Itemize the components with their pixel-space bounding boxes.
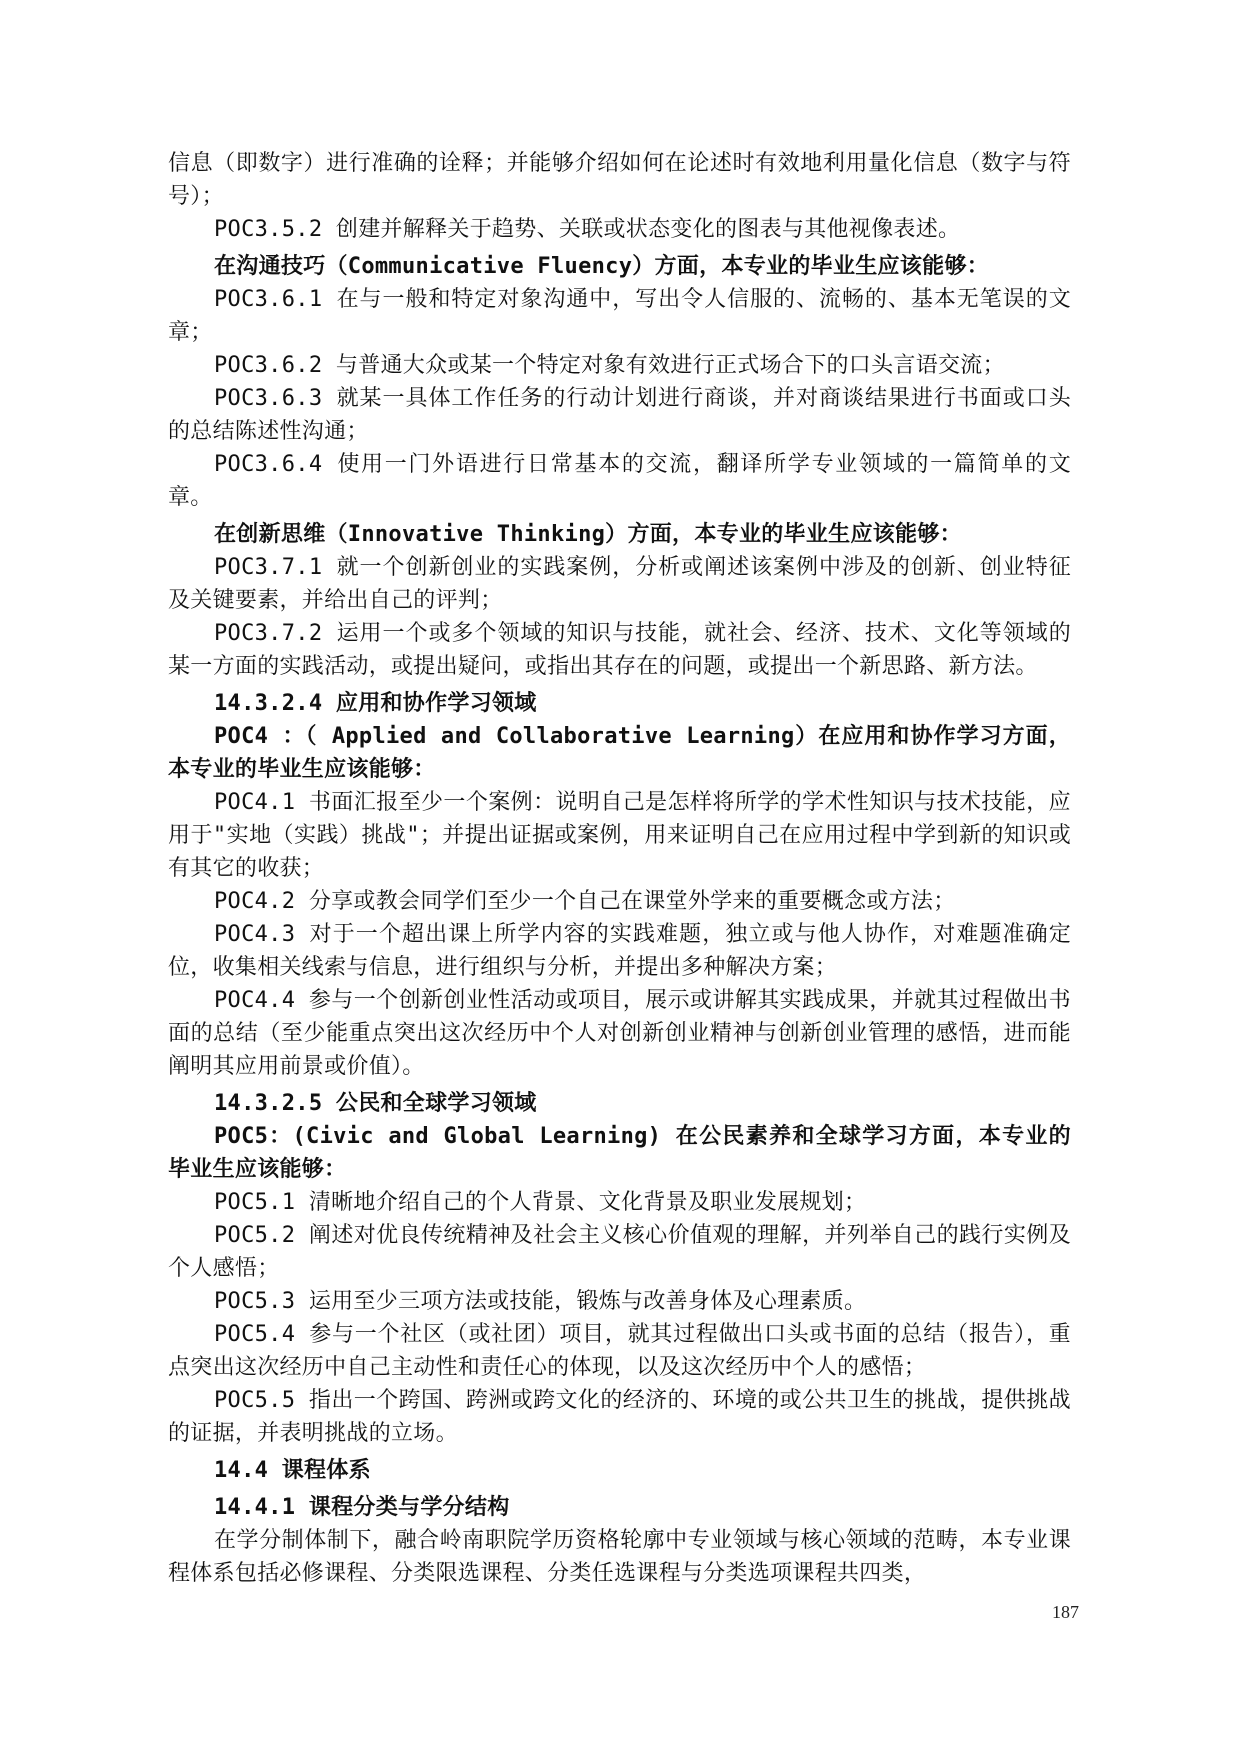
paragraph-poc3-6-2: POC3.6.2 与普通大众或某一个特定对象有效进行正式场合下的口头言语交流； <box>214 353 1005 378</box>
paragraph-continuation: 信息（即数字）进行准确的诠释；并能够介绍如何在论述时有效地利用量化信息（数字与符号）； <box>168 151 1071 209</box>
paragraph-poc4-1: POC4.1 书面汇报至少一个案例：说明自己是怎样将所学的学术性知识与技术技能，应用于"实地（实践）挑战"；并提出证据或案例，用来证明自己在应用过程中学到新的知识或有其它的收获； <box>168 790 1071 881</box>
paragraph-poc5-5: POC5.5 指出一个跨国、跨洲或跨文化的经济的、环境的或公共卫生的挑战，提供挑战的证据，并表明挑战的立场。 <box>168 1388 1071 1446</box>
section-heading-14-4: 14.4 课程体系 <box>214 1458 371 1483</box>
heading-communicative-fluency: 在沟通技巧（Communicative Fluency）方面，本专业的毕业生应该能够： <box>214 254 990 279</box>
paragraph-poc3-6-1: POC3.6.1 在与一般和特定对象沟通中，写出令人信服的、流畅的、基本无笔误的文章； <box>168 287 1071 345</box>
document-body <box>168 147 1071 1590</box>
heading-poc5: POC5：(Civic and Global Learning) 在公民素养和全球学习方面，本专业的毕业生应该能够： <box>168 1124 1071 1182</box>
paragraph-poc5-2: POC5.2 阐述对优良传统精神及社会主义核心价值观的理解，并列举自己的践行实例及个人感悟； <box>168 1223 1071 1281</box>
paragraph-poc5-3: POC5.3 运用至少三项方法或技能，锻炼与改善身体及心理素质。 <box>214 1289 867 1314</box>
paragraph-poc3-7-2: POC3.7.2 运用一个或多个领域的知识与技能，就社会、经济、技术、文化等领域的某一方面的实践活动，或提出疑问，或指出其存在的问题，或提出一个新思路、新方法。 <box>168 621 1071 679</box>
page-number: 187 <box>1052 1602 1079 1622</box>
paragraph-poc3-7-1: POC3.7.1 就一个创新创业的实践案例，分析或阐述该案例中涉及的创新、创业特征及关键要素，并给出自己的评判； <box>168 555 1071 613</box>
section-heading-14-4-1: 14.4.1 课程分类与学分结构 <box>214 1495 510 1520</box>
paragraph-poc4-3: POC4.3 对于一个超出课上所学内容的实践难题，独立或与他人协作，对难题准确定位，收集相关线索与信息，进行组织与分析，并提出多种解决方案； <box>168 922 1071 980</box>
paragraph-poc3-6-3: POC3.6.3 就某一具体工作任务的行动计划进行商谈，并对商谈结果进行书面或口头的总结陈述性沟通； <box>168 386 1071 444</box>
section-heading-14-3-2-4: 14.3.2.4 应用和协作学习领域 <box>214 691 537 716</box>
heading-poc4: POC4 ：（ Applied and Collaborative Learning）在应用和协作学习方面，本专业的毕业生应该能够： <box>168 724 1071 782</box>
paragraph-poc5-1: POC5.1 清晰地介绍自己的个人背景、文化背景及职业发展规划； <box>214 1190 867 1215</box>
paragraph-course-system: 在学分制体制下，融合岭南职院学历资格轮廓中专业领域与核心领域的范畴，本专业课程体系包括必修课程、分类限选课程、分类任选课程与分类选项课程共四类， <box>168 1528 1071 1586</box>
paragraph-poc5-4: POC5.4 参与一个社区（或社团）项目，就其过程做出口头或书面的总结（报告），重点突出这次经历中自己主动性和责任心的体现，以及这次经历中个人的感悟； <box>168 1322 1071 1380</box>
paragraph-poc4-4: POC4.4 参与一个创新创业性活动或项目，展示或讲解其实践成果，并就其过程做出书面的总结（至少能重点突出这次经历中个人对创新创业精神与创新创业管理的感悟，进而能阐明其应用前景或价值）。 <box>168 988 1071 1079</box>
paragraph-poc3-6-4: POC3.6.4 使用一门外语进行日常基本的交流，翻译所学专业领域的一篇简单的文章。 <box>168 452 1071 510</box>
paragraph-poc3-5-2: POC3.5.2 创建并解释关于趋势、关联或状态变化的图表与其他视像表述。 <box>214 217 961 242</box>
heading-innovative-thinking: 在创新思维（Innovative Thinking）方面，本专业的毕业生应该能够： <box>214 522 962 547</box>
section-heading-14-3-2-5: 14.3.2.5 公民和全球学习领域 <box>214 1091 537 1116</box>
paragraph-poc4-2: POC4.2 分享或教会同学们至少一个自己在课堂外学来的重要概念或方法； <box>214 889 956 914</box>
